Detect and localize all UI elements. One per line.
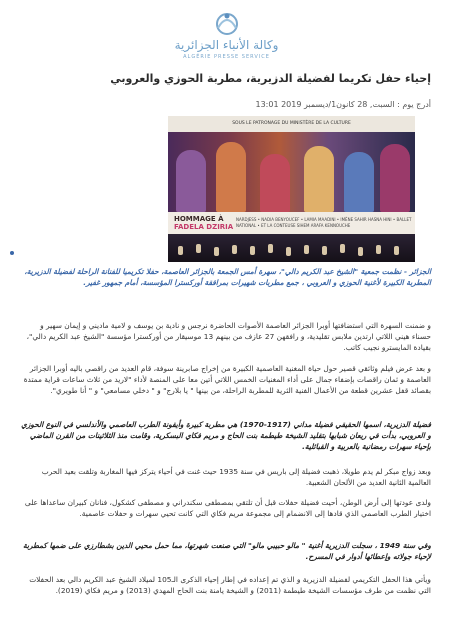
performer-figure <box>304 146 334 212</box>
image-hommage: HOMMAGE À <box>174 215 224 223</box>
logo-name-english: ALGÉRIE PRESSE SERVICE <box>183 54 270 60</box>
article-image <box>168 116 415 262</box>
article-paragraph: ويأتي هذا الحفل التكريمي لفضيلة الدزيرية و الذي تم إعداده في إطار إحياء الذكرى الـ105 لميلاد الشيخ عبد الكريم دالي بعد الحفلات التي نظمت من طرف مؤسسات الشيخة طيطمة (2011) و الشيخة يامنة بنت الحاج المهدي (2013) و مريم فكاي (2019). <box>29 575 431 595</box>
image-performers <box>168 132 415 212</box>
article-paragraph: و بعد عرض فيلم وثائقي قصير حول حياة المغنية العاصمية الكبيرة من إخراج صابرينة سوفة، قام العديد من راقصي باليه أوبرا الجزائر العاصمة و ثمان راقصات بإضفاء جمال على أداء المغنيات الخمس اللاتي أتين معا على المنصة لأداء "لاريد من ثلاث ساعات قراية ممتدة بقصائد قفل عشرين قطعة من الأعمال الفنية الثرية للمطربة الراحلة، من بينها " يا بلارج" و " دخلي مسامعي" و " أنا طويري". <box>23 364 431 395</box>
performer-figure <box>380 144 410 212</box>
performer-figure <box>176 150 206 212</box>
article-paragraph: و ضمنت السهرة التي استضافتها أوبرا الجزائر العاصمة الأصوات الحاضرة نرجس و نادية بن يوسف و لامية ماديني و إيمان سهير و حسناء هيني اللاتي ارتدين ملابس تقليدية، و رافقهن 27 عازف من بينهم 13 موسيقار من أوركسترا مؤسسة "الشيخ عبد الكريم دالي"، بقيادة المايسترو نجيب كاتب. <box>26 321 431 352</box>
performer-figure <box>260 154 290 212</box>
aps-logo-mark-icon <box>212 10 242 36</box>
logo-name-arabic: وكالة الأنباء الجزائرية <box>174 38 279 52</box>
article-paragraph-highlight: وفي سنة 1949 ، سجلت الدزيرية أغنية " مالو حبيبي مالو" التي صنعت شهرتها، مما حمل محيي الدين بشطارزي على ضمها كمطربة لإحياء جولاته وإعطائها أدوار في المسرح. <box>22 541 431 561</box>
performer-figure <box>344 152 374 212</box>
bullet-dot <box>10 251 14 255</box>
image-orchestra <box>168 234 415 262</box>
article-lead: الجزائر - نظمت جمعية "الشيخ عبد الكريم دالي"، سهرة أمس الجمعة بالجزائر العاصمة، حفلا تكريميا للفنانة الراحلة لفضيلة الدزيرية، المطربة الكبيرة لأغنية الحوزي و العروبي ، جمع مطربات شهيرات بمرافقة أوركسترا المؤسسة، أمام جمهور غفير. <box>24 267 431 287</box>
article-paragraph-highlight: فضيلة الدزيرية، اسمها الحقيقي فضيلة مداني (1917-1970) هي مطربة كبيرة وأيقونة الطرب العاصمي والأندلسي في النوع الحوزي و العروبي، بدأت في ريعان شبابها بتقليد الشيخة طيطمة بنت الحاج و مريم فكاي البسكرية، وقامت منذ الثلاثينات من القرن الماضي بإحياء سهرات رمضانية بالعربية و القبائلية. <box>21 420 431 451</box>
article-paragraph: ولدى عودتها إلى أرض الوطن، أحيت فضيلة حفلات قبل أن تلتقي بمصطفى سكندراني و مصطفى كشكول، فنانان كبيران ساعداها على اختيار الطرب العاصمي الذي قادها إلى الانضمام إلى مجموعة مريم فكاي التي كانت تحيي سهرات و حفلات عاصمية. <box>24 498 431 518</box>
article-dateline: أدرج يوم : السبت, 28 كانون1/ديسمبر 2019 13:01 <box>255 100 431 109</box>
image-names: NARDJESS • NADIA BENYOUCEF • LAMIA MAADINI • IMÈNE SAHIR HASNA HINI • BALLET NATIONAL • ET LA CONTEUSE SIHEM ARAFA KENNOUCHE <box>236 217 412 228</box>
image-fadela: FADELA DZIRIA <box>174 223 234 231</box>
article-title: إحياء حفل تكريما لفضيلة الدزيرية، مطربة الحوزي والعروبي <box>110 72 431 85</box>
performer-figure <box>216 142 246 212</box>
image-banner: SOUS LE PATRONAGE DU MINISTÈRE DE LA CULTURE <box>168 116 415 132</box>
image-caption-band <box>168 212 415 234</box>
aps-logo[interactable] <box>0 6 453 64</box>
article-paragraph: وبعد زواج مبكر لم يدم طويلا، ذهبت فضيلة إلى باريس في سنة 1935 حيث غنت في أحياء يتركز فيها المغاربة وتلقت بعيد الحرب العالمية الثانية العديد من الألحان الشعبية. <box>41 467 431 487</box>
